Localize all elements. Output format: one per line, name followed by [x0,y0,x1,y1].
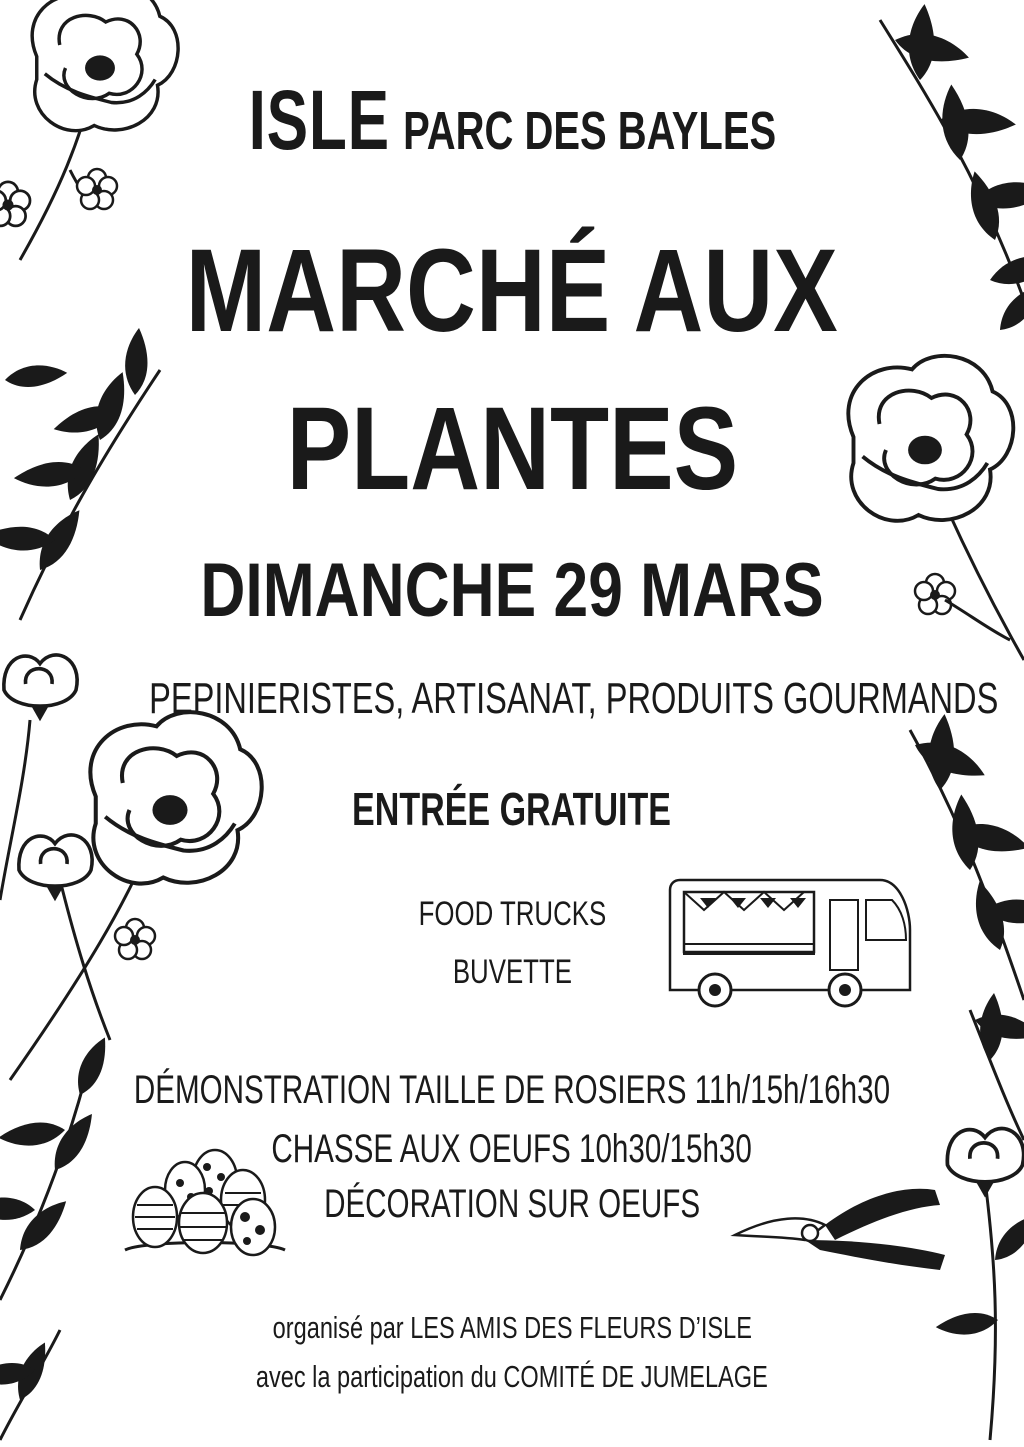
organizer-line-2: avec la participation du COMITÉ DE JUMELAGE [256,1359,768,1394]
activity-egg-decoration: DÉCORATION SUR OEUFS [323,1182,701,1226]
food-trucks-label: FOOD TRUCKS [418,895,606,933]
activity-rose-pruning: DÉMONSTRATION TAILLE DE ROSIERS 11h/15h/16h30 [133,1068,891,1112]
activity-egg-hunt: CHASSE AUX OEUFS 10h30/15h30 [271,1127,753,1171]
exhibitors-line: PEPINIERISTES, ARTISANAT, PRODUITS GOURMANDS [149,674,999,723]
venue-name: PARC DES BAYLES [402,101,776,161]
town-name: ISLE [248,73,390,167]
poppy-flower-icon [936,1128,1024,1440]
title-line-1: MARCHÉ AUX [185,225,839,357]
title-line-2: PLANTES [286,383,738,515]
buvette-label: BUVETTE [452,953,572,991]
header-line [0,72,1024,169]
organizer-line-1: organisé par LES AMIS DES FLEURS D’ISLE [272,1310,752,1345]
entry-info: ENTRÉE GRATUITE [352,783,672,835]
event-date: DIMANCHE 29 MARS [200,548,824,633]
